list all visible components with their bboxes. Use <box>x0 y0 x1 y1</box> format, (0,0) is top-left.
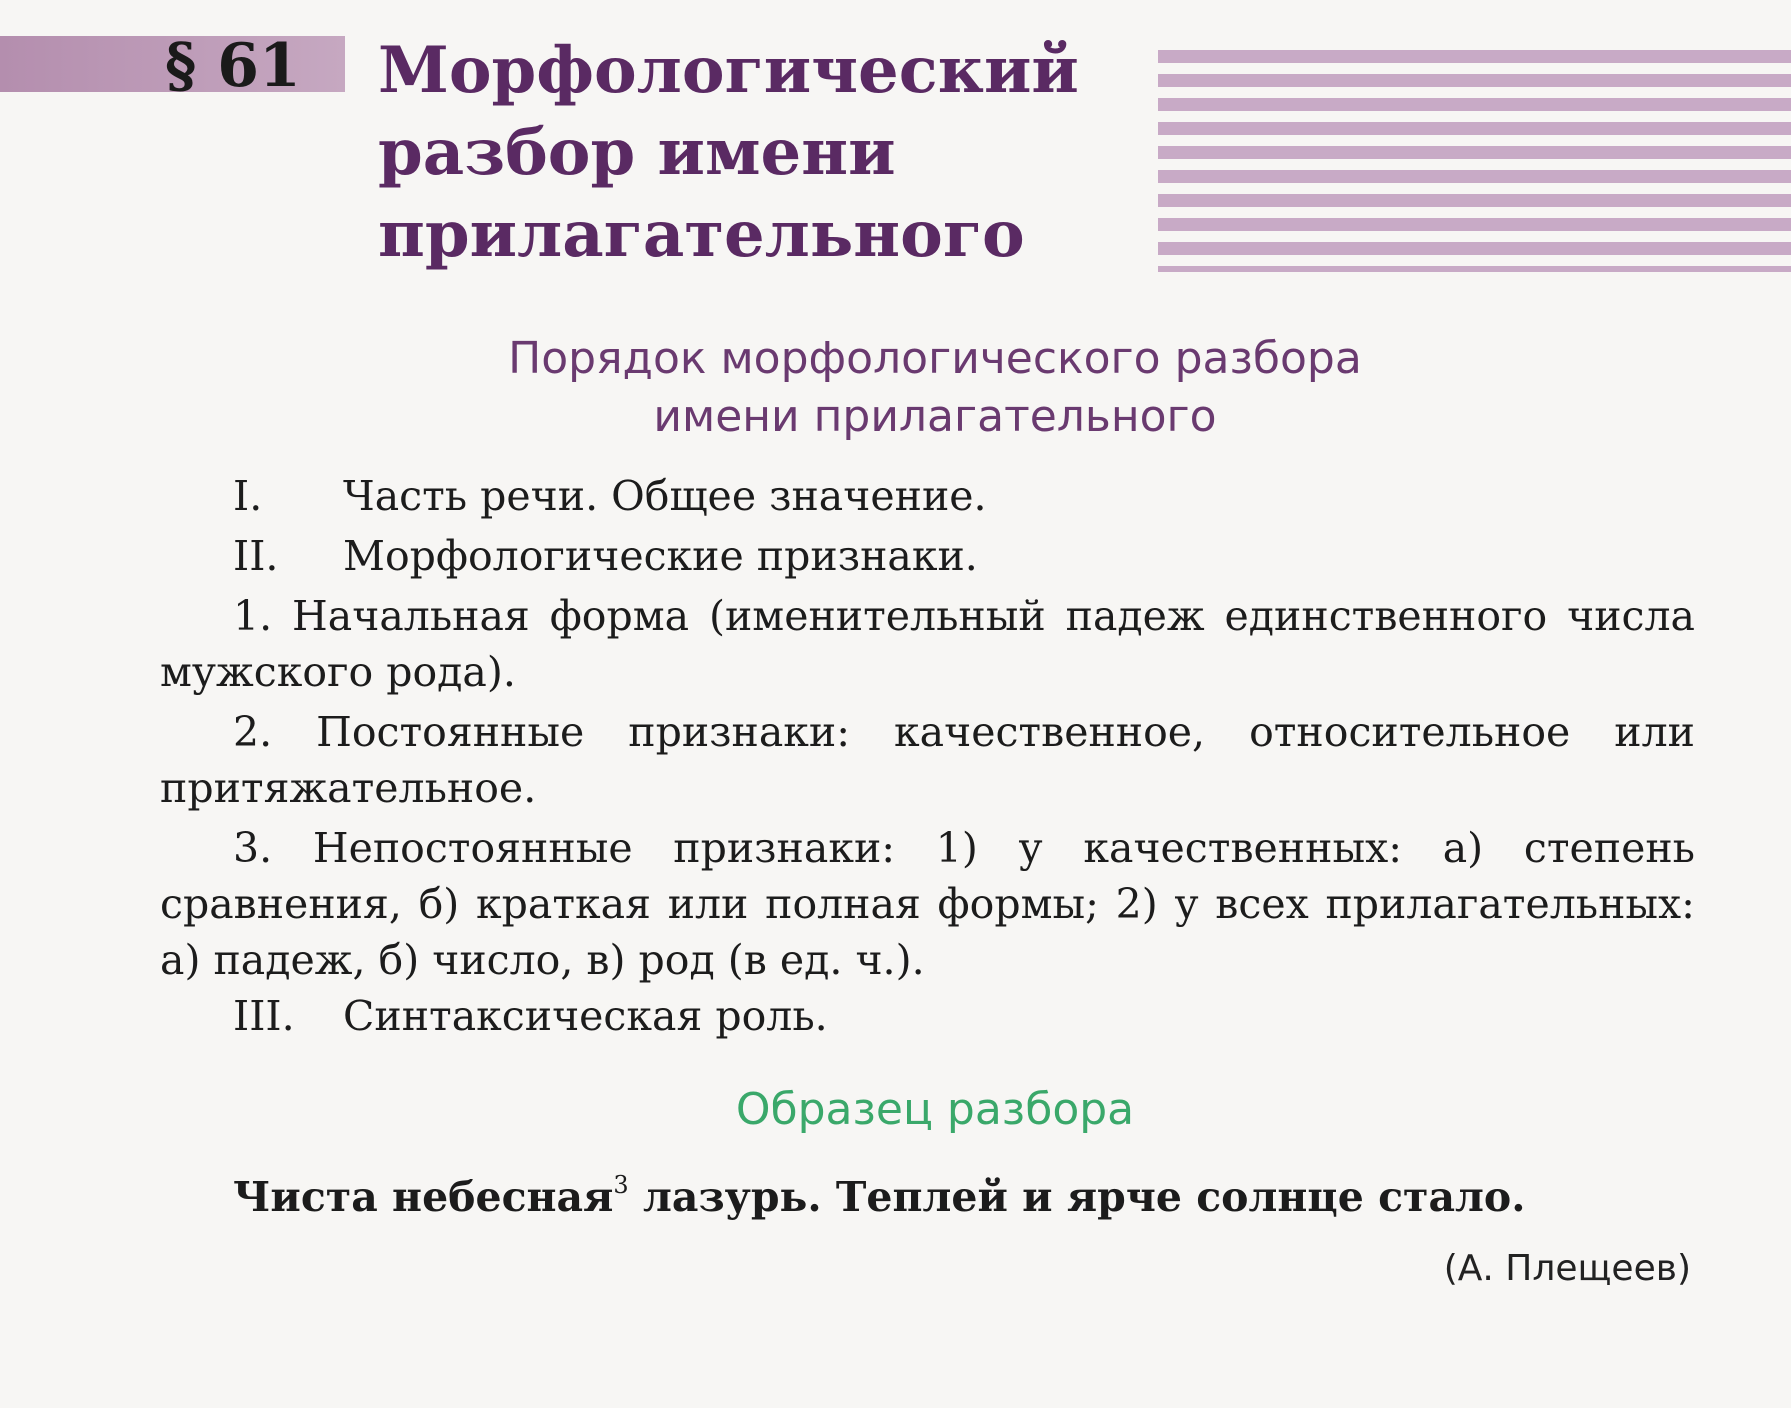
order-heading <box>300 330 1570 446</box>
title-line: разбор имени <box>378 115 896 190</box>
quote-text: Чиста небесная <box>233 1173 614 1221</box>
order-heading-line: имени прилагательного <box>653 391 1217 442</box>
outline-numeral: III. <box>233 992 295 1040</box>
section-number: § 61 <box>165 31 301 101</box>
outline-item <box>160 468 1695 524</box>
outline-text: Часть речи. Общее значение. <box>343 472 987 520</box>
section-title <box>378 30 1138 276</box>
sample-heading: Образец разбора <box>735 1084 1135 1135</box>
decorative-stripes <box>1158 50 1791 272</box>
outline-item: 1. Начальная форма (именительный падеж единственного числа мужского рода). <box>160 592 1695 696</box>
outline-text: Синтаксическая роль. <box>343 992 828 1040</box>
outline-item <box>160 528 1695 584</box>
outline-numeral: II. <box>233 532 279 580</box>
title-line: прилагательного <box>378 197 1025 272</box>
outline-item: 3. Непостоянные признаки: 1) у качественных: а) степень сравнения, б) краткая или полная формы; 2) у всех прилагательных: а) падеж, б) число, в) род (в ед. ч.). <box>160 824 1695 984</box>
outline-item <box>160 988 1695 1044</box>
title-line: Морфологический <box>378 33 1079 108</box>
outline-text: Морфологические признаки. <box>343 532 978 580</box>
analysis-outline <box>160 468 1695 1044</box>
quote-author: (А. Плещеев) <box>1443 1248 1691 1289</box>
quote-text: лазурь. Теплей и ярче солнце стало. <box>628 1173 1526 1221</box>
order-heading-line: Порядок морфологического разбора <box>508 333 1362 384</box>
footnote-marker: 3 <box>613 1171 629 1199</box>
sample-quote <box>160 1168 1695 1226</box>
outline-numeral: I. <box>233 472 263 520</box>
outline-item: 2. Постоянные признаки: качественное, относительное или притяжательное. <box>160 708 1695 812</box>
